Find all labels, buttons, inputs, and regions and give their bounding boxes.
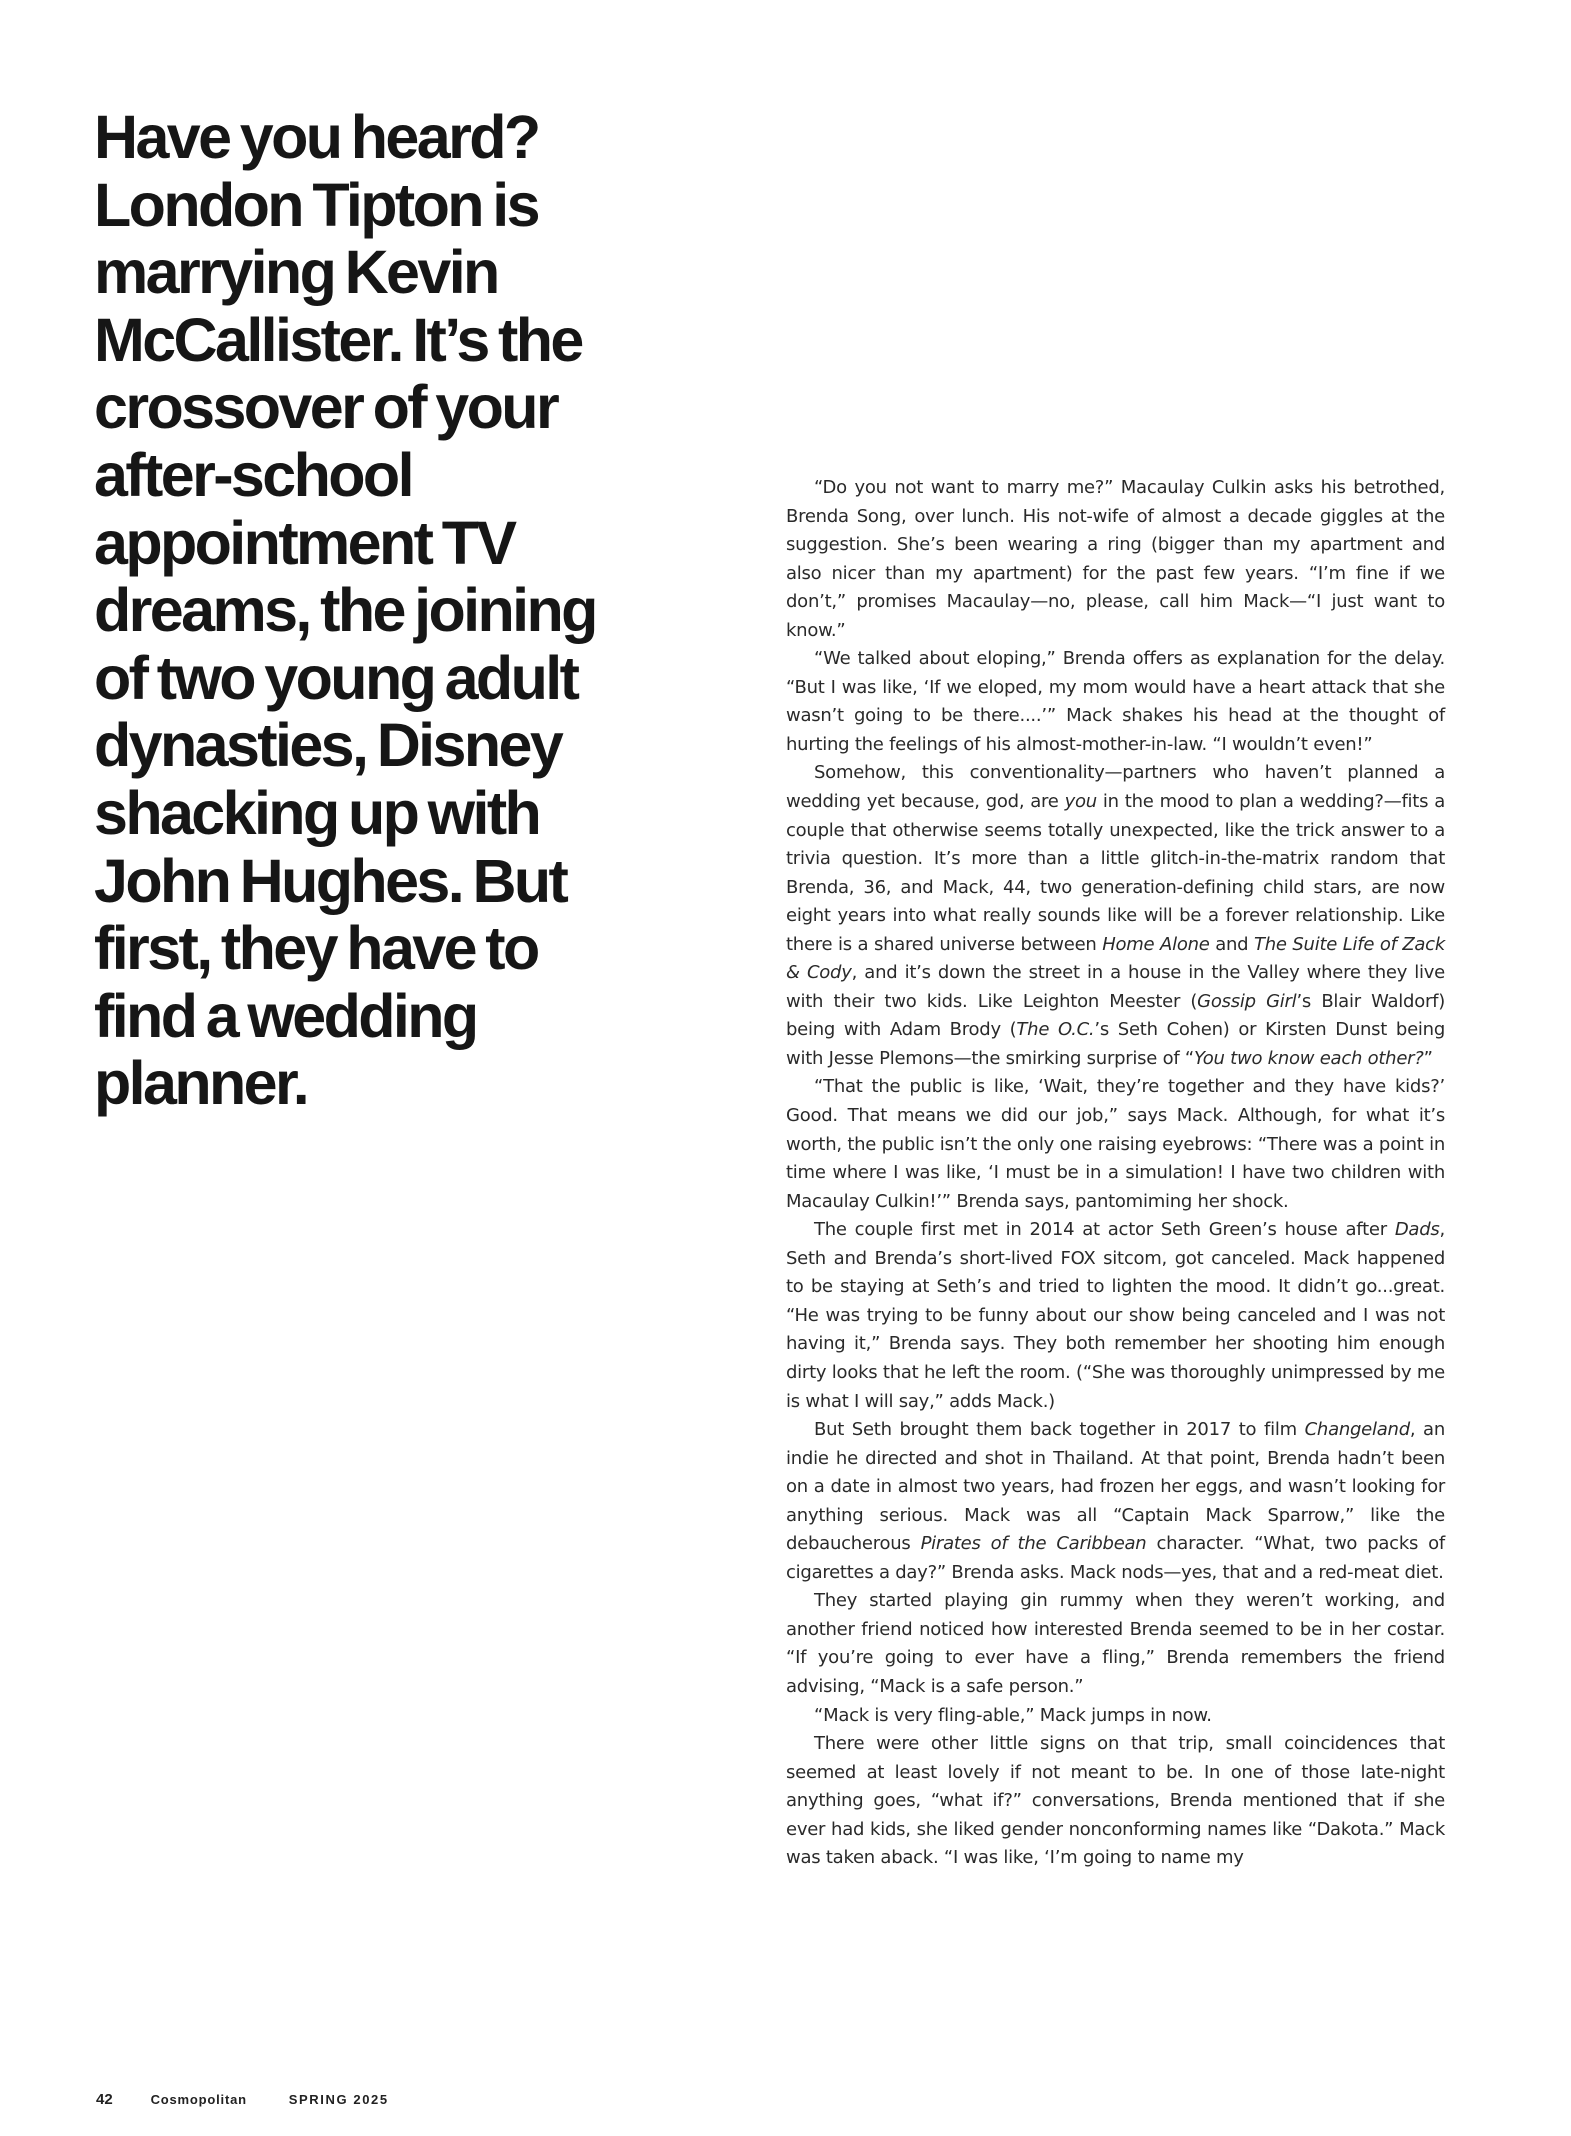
- italic-title: Gossip Girl: [1197, 990, 1297, 1012]
- page-footer: [96, 2091, 389, 2108]
- italic-title: Changeland: [1304, 1419, 1410, 1441]
- text-run: , an indie he directed and shot in Thailand. At that point, Brenda hadn’t been on a date in almost two years, had frozen her eggs, and wasn’t looking for anything serious. Mack was all “Captain Mack Sparrow,” like the debaucherous: [786, 1419, 1445, 1555]
- text-run: Somehow, this conventionality—partners who haven’t planned a wedding yet because, god, are: [786, 762, 1445, 813]
- body-paragraph: [786, 1216, 1445, 1416]
- text-run: There were other little signs on that trip, small coincidences that seemed at least lovely if not meant to be. In one of those late-night anything goes, “what if?” conversations, Brenda mentioned that if she ever had kids, she liked gender nonconforming names like “Dakota.” Mack was taken aback. “I was like, ‘I’m going to name my: [786, 1733, 1445, 1869]
- issue-date: SPRING 2025: [288, 2092, 389, 2107]
- text-run: , and it’s down the street in a house in the Valley where they live with their two kids. Like Leighton Meester (: [786, 962, 1446, 1012]
- article-body: [786, 474, 1445, 1873]
- body-paragraph: [786, 474, 1445, 645]
- text-run: ”: [1423, 1047, 1433, 1069]
- italic-title: Home Alone: [1102, 933, 1210, 955]
- page-number: 42: [96, 2091, 113, 2108]
- text-run: character. “What, two packs of cigarettes a day?” Brenda asks. Mack nods—yes, that and a red-meat diet.: [786, 1533, 1445, 1583]
- body-paragraph: [786, 759, 1445, 1073]
- text-run: in the mood to plan a wedding?—fits a couple that otherwise seems totally unexpected, like the trick answer to a trivia question. It’s more than a little glitch-in-the-matrix random that Brenda, 36, and Mack, 44, two generation-defining child stars, are now eight years into what really sounds like will be a forever relationship. Like there is a shared universe between: [786, 791, 1445, 955]
- italic-title: you: [1064, 791, 1097, 813]
- text-run: “Mack is very fling-able,” Mack jumps in now.: [814, 1704, 1212, 1726]
- text-run: ’s Blair Waldorf) being with Adam Brody (: [786, 990, 1445, 1041]
- italic-title: Pirates of the Caribbean: [920, 1533, 1147, 1555]
- body-paragraph: [786, 1416, 1445, 1587]
- magazine-name: Cosmopolitan: [150, 2092, 247, 2107]
- text-run: ’s Seth Cohen) or Kirsten Dunst being with Jesse Plemons—the smirking surprise of “: [786, 1019, 1445, 1069]
- body-paragraph: [786, 1587, 1445, 1701]
- text-run: They started playing gin rummy when they weren’t working, and another friend noticed how interested Brenda seemed to be in her costar. “If you’re going to ever have a fling,” Brenda remembers the friend advising, “Mack is a safe person.”: [786, 1590, 1445, 1697]
- italic-title: The Suite Life of Zack & Cody: [786, 933, 1445, 984]
- body-paragraph: [786, 1730, 1445, 1873]
- text-run: and: [1209, 933, 1254, 955]
- text-run: “That the public is like, ‘Wait, they’re together and they have kids?’ Good. That means we did our job,” says Mack. Although, for what it’s worth, the public isn’t the only one raising eyebrows: “There was a point in time where I was like, ‘I must be in a simulation! I have two children with Macaulay Culkin!’” Brenda says, pantomiming her shock.: [786, 1076, 1445, 1212]
- body-paragraph: [786, 1702, 1445, 1731]
- italic-title: The O.C.: [1016, 1019, 1095, 1041]
- text-run: But Seth brought them back together in 2017 to film: [814, 1419, 1305, 1441]
- text-run: , Seth and Brenda’s short-lived FOX sitcom, got canceled. Mack happened to be staying at Seth’s and tried to lighten the mood. It didn’t go...great. “He was trying to be funny about our show being canceled and I was not having it,” Brenda says. They both remember her shooting him enough dirty looks that he left the room. (“She was thoroughly unimpressed by me is what I will say,” adds Mack.): [786, 1219, 1445, 1412]
- text-run: The couple first met in 2014 at actor Seth Green’s house after: [814, 1219, 1395, 1241]
- text-run: “We talked about eloping,” Brenda offers as explanation for the delay. “But I was like, ‘If we eloped, my mom would have a heart attack that she wasn’t going to be there....’” Mack shakes his head at the thought of hurting the feelings of his almost-mother-in-law. “I wouldn’t even!”: [786, 648, 1445, 755]
- italic-title: Dads: [1394, 1219, 1440, 1241]
- italic-title: You two know each other?: [1194, 1047, 1424, 1069]
- text-run: “Do you not want to marry me?” Macaulay Culkin asks his betrothed, Brenda Song, over lunch. His not-wife of almost a decade giggles at the suggestion. She’s been wearing a ring (bigger than my apartment and also nicer than my apartment) for the past few years. “I’m fine if we don’t,” promises Macaulay—no, please, call him Mack—“I just want to know.”: [786, 477, 1445, 641]
- headline: Have you heard? London Tipton is marrying Kevin McCallister. It’s the crossover of your after-school appointment TV dreams, the joining of two young adult dynasties, Disney shacking up with John Hughes. But first, they have to find a wedding planner.: [94, 103, 596, 1118]
- body-paragraph: [786, 645, 1445, 759]
- body-paragraph: [786, 1073, 1445, 1216]
